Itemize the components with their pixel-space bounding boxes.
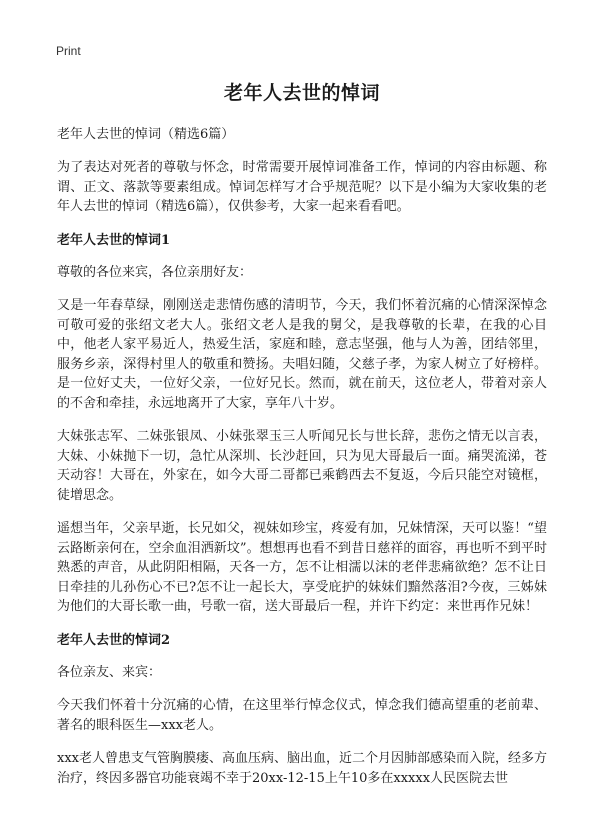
document-subtitle: 老年人去世的悼词（精选6篇） — [57, 127, 235, 142]
print-link[interactable]: Print — [56, 44, 81, 58]
page-title: 老年人去世的悼词 — [223, 82, 380, 104]
section-1-paragraph-3: 遥想当年，父亲早逝，长兄如父，视妹如珍宝，疼爱有加，兄妹情深，天可以鉴！“望云路断亲何在，空余血泪洒新坟”。想想再也看不到昔日慈祥的面容，再也听不到平时熟悉的声音，从此阴阳相隔，天各一方，怎不让相濡以沫的老伴悲痛欲绝？怎不让日日牵挂的儿孙伤心不已?怎不让一起长大，享受庇护的妹妹们黯然落泪?今夜，三姊妹为他们的大哥长歌一曲，号歌一宿，送大哥最后一程，并许下约定：来世再作兄妹！ — [57, 521, 547, 614]
section-1-paragraph-1: 又是一年春草绿，刚刚送走悲情伤感的清明节，今天，我们怀着沉痛的心情深深悼念可敬可爱的张绍文老大人。张绍文老人是我的舅父，是我尊敬的长辈，在我的心目中，他老人家平易近人，热爱生活，家庭和睦，意志坚强，他与人为善，团结邻里，服务乡亲，深得村里人的敬重和赞扬。夫唱妇随，父慈子孝，为家人树立了好榜样。是一位好丈夫，一位好父亲，一位好兄长。然而，就在前天，这位老人，带着对亲人的不舍和牵挂，永远地离开了大家，享年八十岁。 — [57, 298, 547, 411]
section-2-greeting: 各位亲友、来宾： — [57, 664, 162, 680]
section-heading-1: 老年人去世的悼词1 — [57, 232, 171, 248]
section-1-greeting: 尊敬的各位来宾，各位亲朋好友： — [57, 264, 253, 280]
intro-paragraph: 为了表达对死者的尊敬与怀念，时常需要开展悼词准备工作，悼词的内容由标题、称谓、正文、落款等要素组成。悼词怎样写才合乎规范呢？以下是小编为大家收集的老年人去世的悼词（精选6篇），仅供参考，大家一起来看看吧。 — [57, 160, 547, 214]
document-page — [57, 78, 547, 802]
section-1-paragraph-2: 大妹张志军、二妹张银凤、小妹张翠玉三人听闻兄长与世长辞，悲伤之情无以言表，大妹、小妹抛下一切，急忙从深圳、长沙赶回，只为见大哥最后一面。痛哭流涕，苍天动容！大哥在，外家在，如今大哥二哥都已乘鹤西去不复返，今后只能空对镜框，徒增思念。 — [57, 429, 547, 503]
section-2-paragraph-2: xxx老人曾患支气管胸膜瘘、高血压病、脑出血，近二个月因肺部感染而入院，经多方治疗，终因多器官功能衰竭不幸于20xx-12-15上午10多在xxxxx人民医院去世 — [57, 751, 547, 786]
section-2-paragraph-1: 今天我们怀着十分沉痛的心情，在这里举行悼念仪式，悼念我们德高望重的老前辈、著名的眼科医生—xxx老人。 — [57, 698, 547, 733]
section-heading-2: 老年人去世的悼词2 — [57, 632, 171, 648]
